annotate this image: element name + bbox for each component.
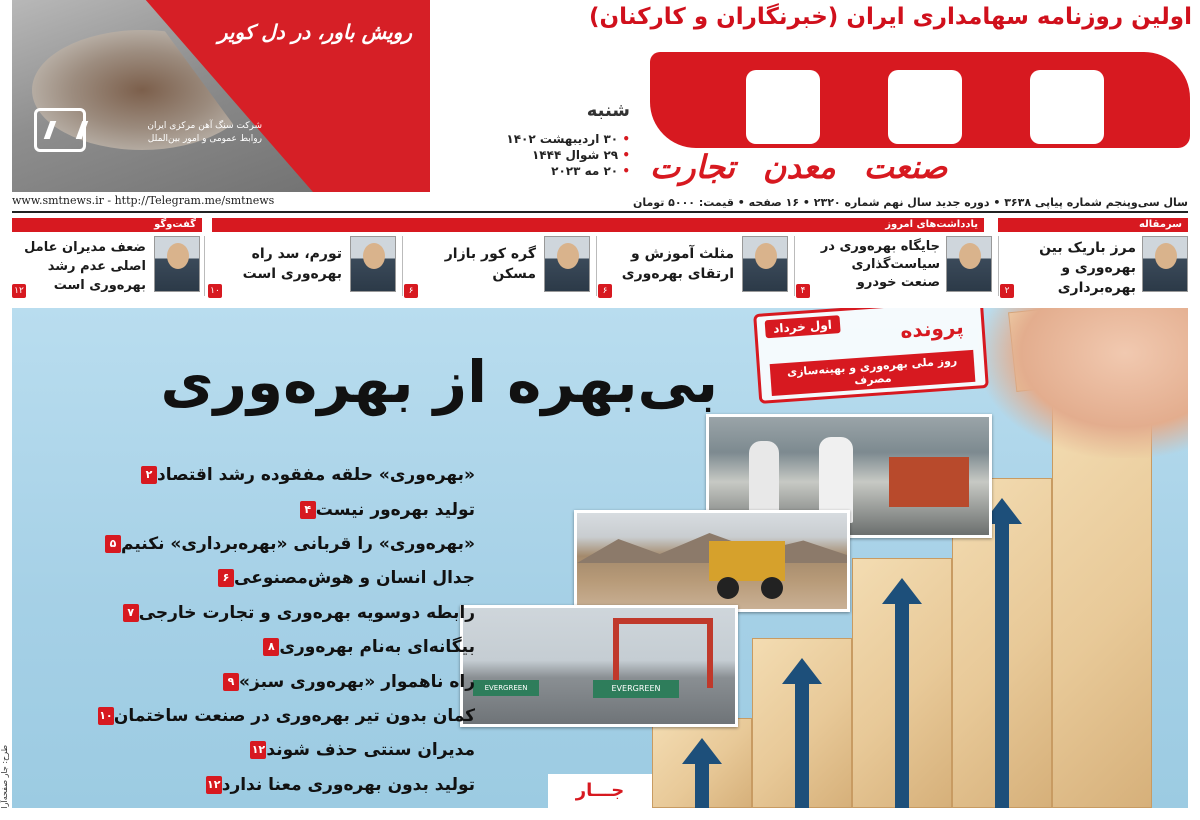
author-photo <box>742 236 788 292</box>
page-number: ۱۰ <box>208 284 222 298</box>
teaser-page: ۹ <box>223 673 239 691</box>
divider <box>204 236 205 296</box>
date-solar: • ۳۰ اردیبهشت ۱۴۰۲ <box>460 131 630 147</box>
up-arrow-icon <box>682 738 722 764</box>
up-arrow-icon <box>882 578 922 604</box>
column-note[interactable] <box>598 232 788 298</box>
logo-word-industry: صنعت <box>863 148 948 186</box>
teaser-list <box>23 458 483 802</box>
stamp-date-badge: اول خرداد <box>765 315 841 338</box>
author-face <box>557 243 579 269</box>
photo-container-port[interactable] <box>460 605 738 727</box>
teaser-text: تولید بدون بهره‌وری معنا ندارد <box>221 774 475 795</box>
teaser-item[interactable] <box>23 664 483 698</box>
divider <box>596 236 597 296</box>
column-title: مرز باریک بین بهره‌وری و بهره‌برداری <box>1039 240 1136 296</box>
jar-label: جـــار <box>548 774 652 808</box>
design-credit: طرح: جار صفحه‌آرا <box>0 745 9 809</box>
teaser-page: ۴ <box>300 501 316 519</box>
author-face <box>167 243 189 269</box>
teaser-item[interactable] <box>23 527 483 561</box>
container: EVERGREEN <box>473 680 539 696</box>
divider <box>794 236 795 296</box>
author-photo <box>154 236 200 292</box>
divider <box>402 236 403 296</box>
ad-company-sub: روابط عمومی و امور بین‌الملل <box>147 134 262 144</box>
teaser-page: ۱۲ <box>206 776 222 794</box>
truck-wheel <box>717 577 739 599</box>
teaser-text: تولید بهره‌ور نیست <box>315 499 475 520</box>
teaser-item[interactable] <box>23 699 483 733</box>
teaser-item[interactable] <box>23 733 483 767</box>
author-photo <box>350 236 396 292</box>
column-title: تورم، سد راه بهره‌وری است <box>242 246 342 282</box>
page-number: ۶ <box>404 284 418 298</box>
newspaper-logo[interactable] <box>650 44 1190 190</box>
photo-mining-truck[interactable] <box>574 510 850 612</box>
teaser-page: ۲ <box>141 466 157 484</box>
column-editorial[interactable] <box>1000 232 1188 298</box>
author-photo <box>946 236 992 292</box>
teaser-item[interactable] <box>23 630 483 664</box>
divider <box>998 236 999 296</box>
teaser-text: «بهره‌وری» حلقه مفقوده رشد اقتصاد <box>156 465 475 486</box>
ad-company-name: شرکت سنگ آهن مرکزی ایران <box>147 121 262 131</box>
main-feature[interactable] <box>12 308 1188 808</box>
newspaper-tagline: اولین روزنامه سهامداری ایران (خبرنگاران و کارکنان) <box>589 4 1192 30</box>
up-arrow-shaft <box>695 764 709 808</box>
teaser-text: مدیران سنتی حذف شوند <box>266 740 475 761</box>
teaser-item[interactable] <box>23 561 483 595</box>
teaser-text: کمان بدون تیر بهره‌وری در صنعت ساختمان <box>113 705 475 726</box>
author-face <box>755 243 777 269</box>
up-arrow-shaft <box>995 524 1009 808</box>
column-title: گره کور بازار مسکن <box>444 246 536 282</box>
teaser-page: ۱۲ <box>250 741 266 759</box>
teaser-item[interactable] <box>23 768 483 802</box>
teaser-text: راه ناهموار «بهره‌وری سبز» <box>239 671 475 692</box>
logo-word-trade: تجارت <box>650 148 735 186</box>
teaser-page: ۷ <box>123 604 139 622</box>
teaser-page: ۶ <box>218 569 234 587</box>
column-interview[interactable] <box>12 232 200 298</box>
web-links[interactable]: www.smtnews.ir - http://Telegram.me/smtnews <box>12 194 275 207</box>
weekday: شنبه <box>586 100 630 121</box>
section-interview: گفت‌وگو <box>12 218 202 232</box>
up-arrow-icon <box>782 658 822 684</box>
page-number: ۶ <box>598 284 612 298</box>
teaser-page: ۸ <box>263 638 279 656</box>
logo-cutout <box>746 70 820 144</box>
up-arrow-shaft <box>895 604 909 808</box>
column-title: ضعف مدیران عامل اصلی عدم رشد بهره‌وری است <box>24 240 146 293</box>
ad-company <box>92 120 262 146</box>
date-lunar: • ۲۹ شوال ۱۴۴۴ <box>460 147 630 163</box>
page-number: ۱۲ <box>12 284 26 298</box>
date-gregorian: • ۲۰ مه ۲۰۲۳ <box>460 163 630 179</box>
page-number: ۲ <box>1000 284 1014 298</box>
logo-cutout <box>1030 70 1104 144</box>
section-editorial: سرمقاله <box>998 218 1188 232</box>
logo-words <box>650 148 1190 188</box>
column-note[interactable] <box>796 232 992 298</box>
teaser-page: ۵ <box>105 535 121 553</box>
teaser-item[interactable] <box>23 596 483 630</box>
up-arrow-shaft <box>795 684 809 808</box>
author-face <box>959 243 981 269</box>
author-face <box>363 243 385 269</box>
teaser-text: «بهره‌وری» را قربانی «بهره‌برداری» نکنیم <box>121 533 475 554</box>
teaser-page: ۱۰ <box>98 707 114 725</box>
container: EVERGREEN <box>593 680 679 698</box>
date-block <box>460 100 630 179</box>
column-note[interactable] <box>404 232 590 298</box>
port-crane <box>613 618 713 688</box>
ad-company-logo-icon <box>34 108 86 152</box>
teaser-text: بیگانه‌ای به‌نام بهره‌وری <box>279 637 475 658</box>
author-face <box>1155 243 1177 269</box>
issue-info: سال سی‌وپنجم شماره پیاپی ۳۶۳۸ • دوره جدید سال نهم شماره ۲۳۲۰ • ۱۶ صفحه • قیمت: ۵۰۰۰ تومان <box>632 196 1188 209</box>
divider <box>12 211 1188 213</box>
truck-wheel <box>761 577 783 599</box>
truck-body <box>709 541 785 581</box>
author-photo <box>1142 236 1188 292</box>
column-title: جایگاه بهره‌وری در سیاست‌گذاری صنعت خودرو <box>820 239 940 290</box>
stamp-subtitle: روز ملی بهره‌وری و بهینه‌سازی مصرف <box>770 350 976 396</box>
teaser-text: رابطه دوسویه بهره‌وری و تجارت خارجی <box>138 602 475 623</box>
page-number: ۴ <box>796 284 810 298</box>
teaser-text: جدال انسان و هوش‌مصنوعی <box>234 568 475 589</box>
logo-cutout <box>888 70 962 144</box>
column-note[interactable] <box>208 232 396 298</box>
dossier-stamp <box>753 308 989 404</box>
advertisement[interactable] <box>12 0 430 192</box>
wood-block <box>1052 398 1152 808</box>
ad-slogan: رویش باور، در دل کویر <box>217 20 412 44</box>
main-headline[interactable]: بی‌بهره از بهره‌وری <box>160 348 718 416</box>
machine <box>889 457 969 507</box>
teaser-item[interactable] <box>23 458 483 492</box>
teaser-item[interactable] <box>23 492 483 526</box>
worker-figure <box>749 441 779 521</box>
section-notes: یادداشت‌های امروز <box>212 218 984 232</box>
hand-image <box>978 308 1188 458</box>
author-photo <box>544 236 590 292</box>
stamp-title: پرونده <box>899 314 965 343</box>
logo-word-mine: معدن <box>762 148 836 186</box>
column-title: مثلث آموزش و ارتقای بهره‌وری <box>621 246 734 282</box>
